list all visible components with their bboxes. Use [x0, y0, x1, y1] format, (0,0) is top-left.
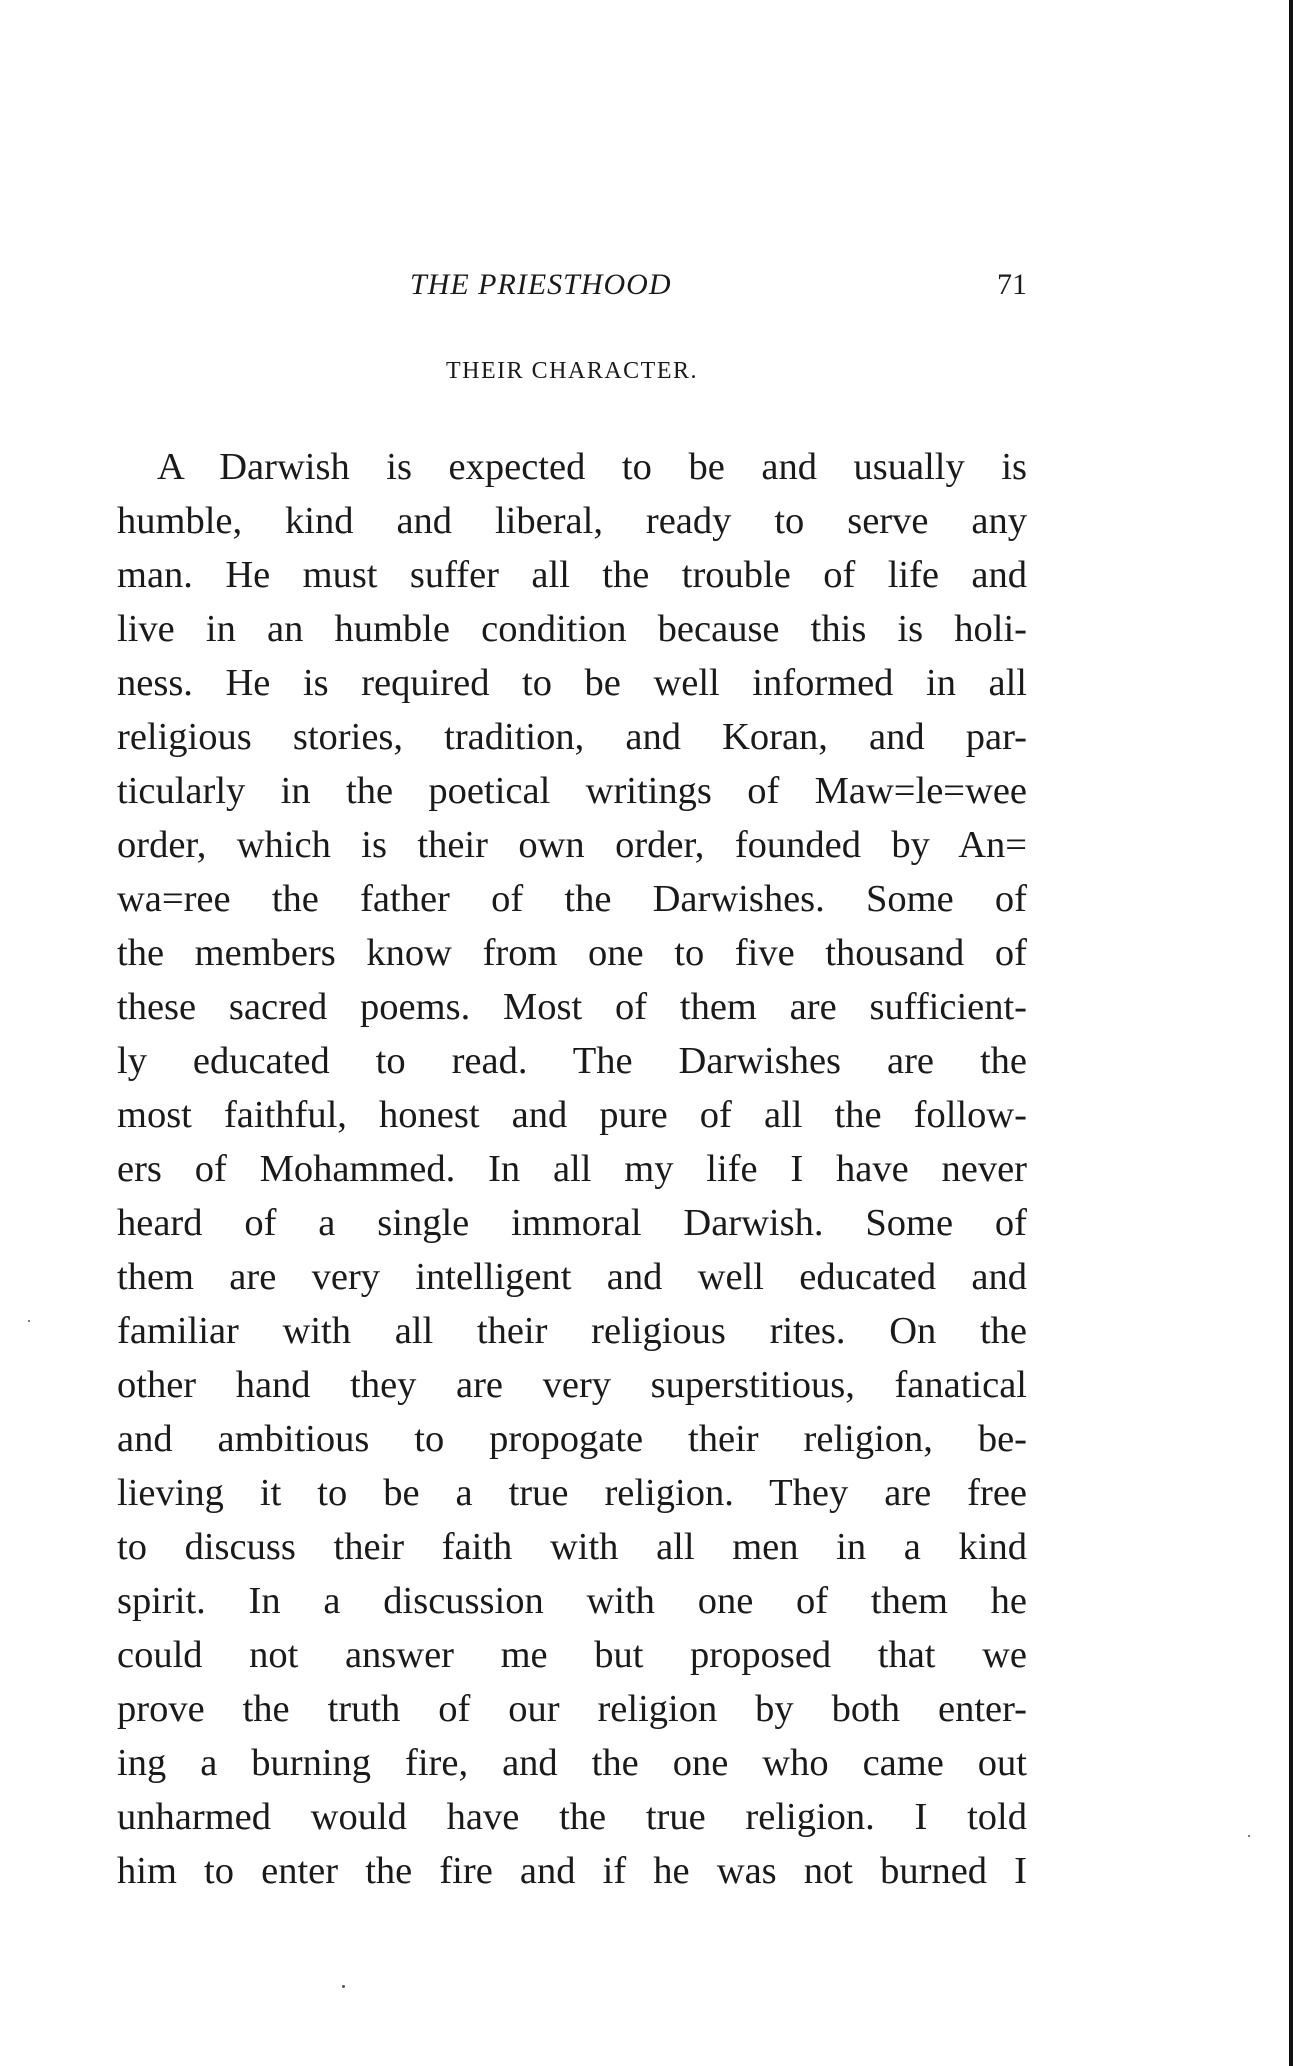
text-line: wa=ree the father of the Darwishes. Some of [117, 878, 1027, 920]
text-line: ness. He is required to be well informed in all [117, 662, 1027, 704]
paper-speck [342, 1985, 345, 1988]
text-line: live in an humble condition because this is holi- [117, 608, 1027, 650]
text-line: ticularly in the poetical writings of Maw=le=wee [117, 770, 1027, 812]
text-line: humble, kind and liberal, ready to serve any [117, 500, 1027, 542]
text-line: ers of Mohammed. In all my life I have never [117, 1148, 1027, 1190]
text-line: the members know from one to five thousand of [117, 932, 1027, 974]
text-line: and ambitious to propogate their religion, be- [117, 1418, 1027, 1460]
text-line: man. He must suffer all the trouble of life and [117, 554, 1027, 596]
text-line: to discuss their faith with all men in a kind [117, 1526, 1027, 1568]
text-line: A Darwish is expected to be and usually is [157, 446, 1027, 488]
text-line: familiar with all their religious rites. On the [117, 1310, 1027, 1352]
text-line: most faithful, honest and pure of all the follow- [117, 1094, 1027, 1136]
running-head-title: THE PRIESTHOOD [410, 268, 672, 301]
paper-speck [1248, 1835, 1250, 1837]
text-line: these sacred poems. Most of them are sufficient- [117, 986, 1027, 1028]
text-line: spirit. In a discussion with one of them he [117, 1580, 1027, 1622]
page-number: 71 [997, 268, 1027, 301]
text-line: him to enter the fire and if he was not burned I [117, 1850, 1027, 1892]
text-line: prove the truth of our religion by both enter- [117, 1688, 1027, 1730]
section-heading: THEIR CHARACTER. [446, 358, 698, 384]
text-line: other hand they are very superstitious, fanatical [117, 1364, 1027, 1406]
text-line: them are very intelligent and well educated and [117, 1256, 1027, 1298]
page-edge-border [1289, 0, 1293, 2066]
body-paragraph [117, 440, 1027, 1898]
paper-speck [28, 1320, 30, 1322]
text-line: unharmed would have the true religion. I told [117, 1796, 1027, 1838]
text-line: ing a burning fire, and the one who came out [117, 1742, 1027, 1784]
text-line: ly educated to read. The Darwishes are the [117, 1040, 1027, 1082]
text-line: heard of a single immoral Darwish. Some of [117, 1202, 1027, 1244]
text-line: order, which is their own order, founded by An= [117, 824, 1027, 866]
text-line: religious stories, tradition, and Koran, and par- [117, 716, 1027, 758]
text-line: lieving it to be a true religion. They are free [117, 1472, 1027, 1514]
running-head [117, 268, 1027, 308]
text-line: could not answer me but proposed that we [117, 1634, 1027, 1676]
